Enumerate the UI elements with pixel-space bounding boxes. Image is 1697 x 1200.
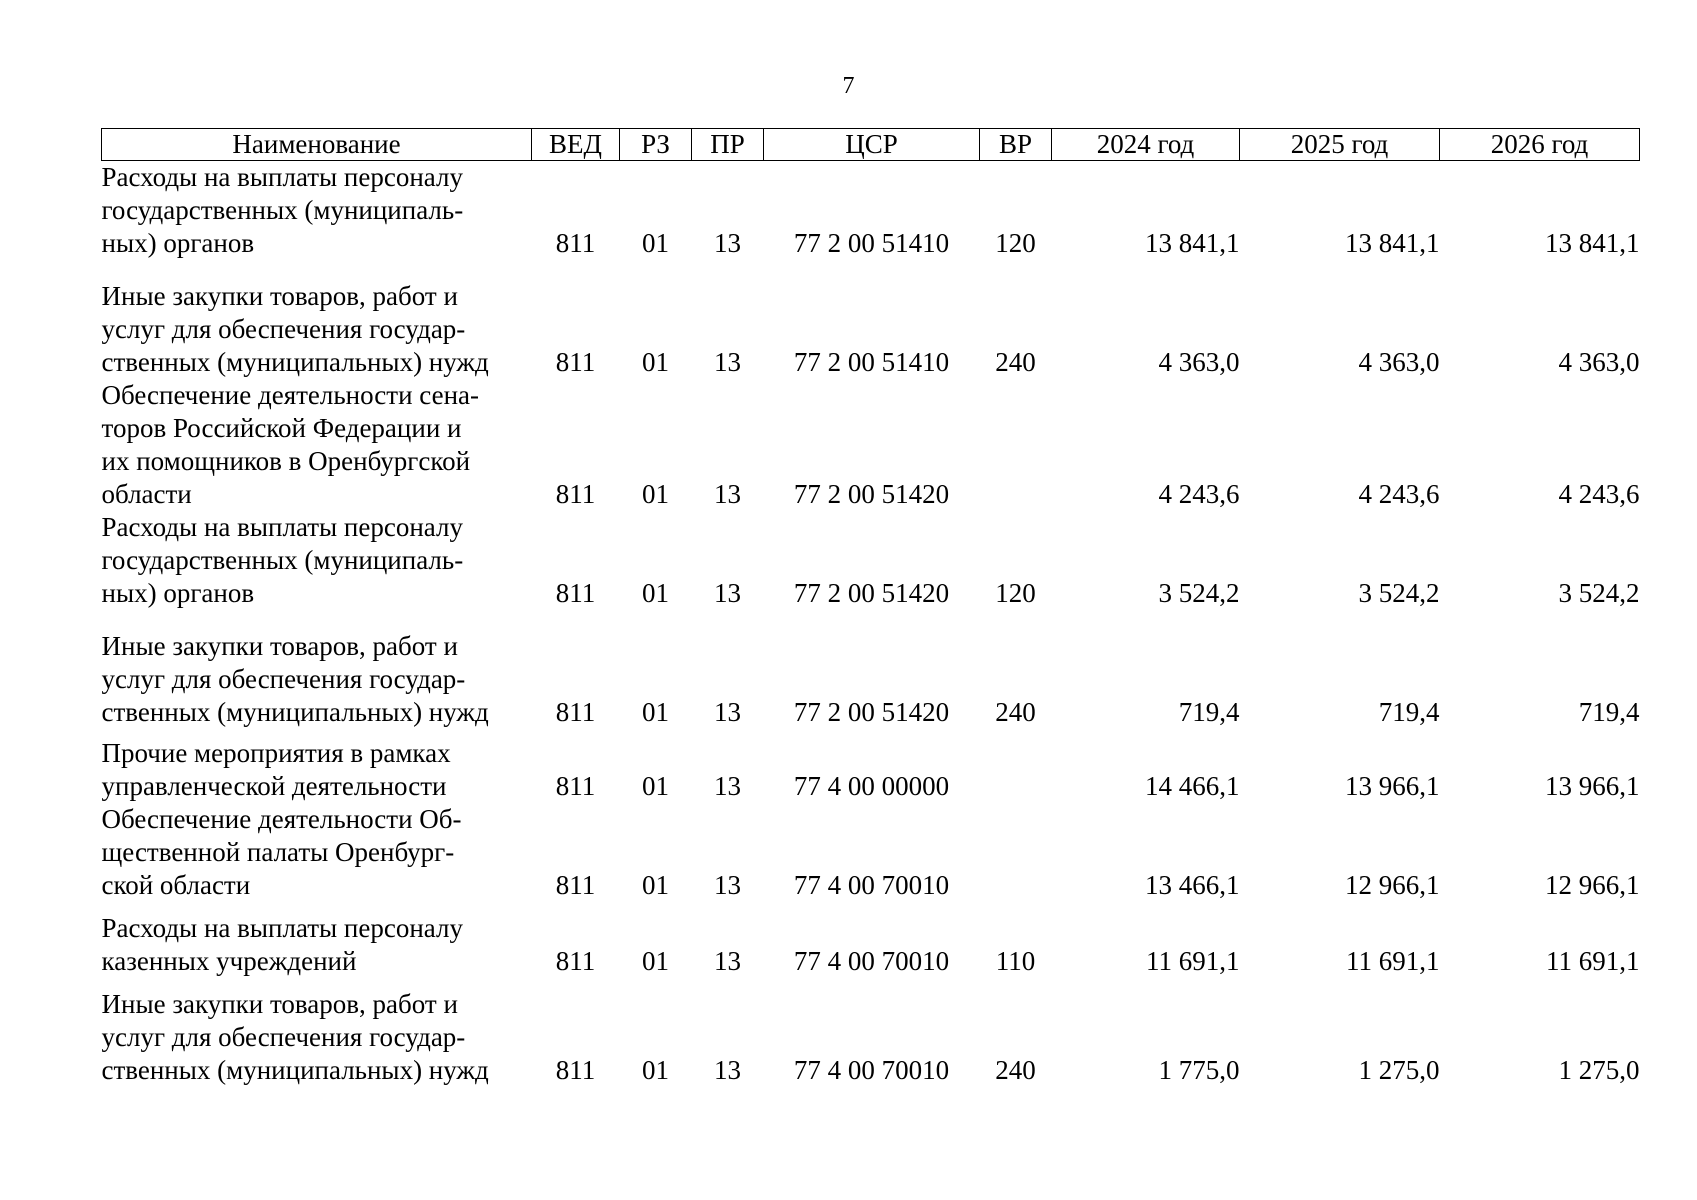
cell-csr: 77 2 00 51420 bbox=[793, 479, 950, 509]
budget-table bbox=[101, 128, 1640, 1087]
cell-vr bbox=[980, 379, 1052, 511]
name-line: Расходы на выплаты персоналу bbox=[101, 512, 463, 542]
cell-pr: 13 bbox=[714, 228, 741, 258]
cell-vr: 110 bbox=[995, 946, 1036, 976]
cell-rz: 01 bbox=[642, 697, 669, 727]
cell-ved: 811 bbox=[555, 870, 596, 900]
cell-rz: 01 bbox=[642, 870, 669, 900]
cell-vr bbox=[980, 729, 1052, 803]
cell-vr: 240 bbox=[995, 697, 1036, 727]
name-line: ской области bbox=[101, 870, 251, 900]
cell-ved: 811 bbox=[555, 479, 596, 509]
cell-ved: 811 bbox=[555, 771, 596, 801]
cell-ved: 811 bbox=[555, 578, 596, 608]
cell-rz: 01 bbox=[642, 946, 669, 976]
name-line: государственных (муниципаль- bbox=[101, 195, 464, 225]
cell-ved: 811 bbox=[555, 697, 596, 727]
table-body bbox=[102, 161, 1640, 1088]
header-csr: ЦСР bbox=[764, 129, 980, 161]
cell-2024: 719,4 bbox=[1178, 697, 1240, 727]
header-vr: ВР bbox=[980, 129, 1052, 161]
cell-2025: 11 691,1 bbox=[1346, 946, 1440, 976]
cell-name bbox=[102, 729, 532, 803]
cell-2026: 719,4 bbox=[1578, 697, 1640, 727]
cell-vr: 120 bbox=[995, 228, 1036, 258]
cell-csr: 77 4 00 00000 bbox=[793, 771, 950, 801]
cell-2024: 13 841,1 bbox=[1145, 228, 1240, 258]
cell-name bbox=[102, 902, 532, 978]
cell-pr: 13 bbox=[714, 479, 741, 509]
name-line: области bbox=[101, 479, 192, 509]
name-line: Прочие мероприятия в рамках bbox=[101, 738, 451, 768]
name-line: Расходы на выплаты персоналу bbox=[101, 913, 463, 943]
cell-ved: 811 bbox=[555, 946, 596, 976]
table-row bbox=[102, 161, 1640, 261]
name-line: услуг для обеспечения государ- bbox=[101, 314, 466, 344]
cell-rz: 01 bbox=[642, 1055, 669, 1085]
header-name: Наименование bbox=[102, 129, 532, 161]
cell-2025: 719,4 bbox=[1378, 697, 1440, 727]
cell-ved: 811 bbox=[555, 1055, 596, 1085]
header-ved: ВЕД bbox=[532, 129, 620, 161]
cell-csr: 77 4 00 70010 bbox=[793, 870, 950, 900]
cell-pr: 13 bbox=[714, 697, 741, 727]
table-row bbox=[102, 902, 1640, 978]
name-line: казенных учреждений bbox=[101, 946, 357, 976]
cell-rz: 01 bbox=[642, 228, 669, 258]
cell-2026: 11 691,1 bbox=[1546, 946, 1640, 976]
cell-2025: 12 966,1 bbox=[1345, 870, 1440, 900]
name-line: ных) органов bbox=[101, 578, 255, 608]
name-line: их помощников в Оренбургской bbox=[101, 446, 471, 476]
cell-name bbox=[102, 803, 532, 902]
cell-vr bbox=[980, 803, 1052, 902]
cell-ved: 811 bbox=[555, 347, 596, 377]
cell-2025: 4 363,0 bbox=[1358, 347, 1440, 377]
name-line: щественной палаты Оренбург- bbox=[101, 837, 455, 867]
cell-2025: 13 966,1 bbox=[1345, 771, 1440, 801]
page-number: 7 bbox=[842, 73, 855, 99]
name-line: управленческой деятельности bbox=[101, 771, 447, 801]
cell-2024: 11 691,1 bbox=[1146, 946, 1240, 976]
cell-pr: 13 bbox=[714, 578, 741, 608]
cell-csr: 77 2 00 51420 bbox=[793, 697, 950, 727]
table-header-row bbox=[102, 129, 1640, 161]
table-row bbox=[102, 610, 1640, 729]
cell-csr: 77 4 00 70010 bbox=[793, 1055, 950, 1085]
cell-pr: 13 bbox=[714, 870, 741, 900]
name-line: ственных (муниципальных) нужд bbox=[101, 697, 489, 727]
cell-2026: 13 966,1 bbox=[1545, 771, 1640, 801]
cell-2026: 4 243,6 bbox=[1558, 479, 1640, 509]
cell-csr: 77 4 00 70010 bbox=[793, 946, 950, 976]
header-pr: ПР bbox=[692, 129, 764, 161]
cell-2026: 1 275,0 bbox=[1558, 1055, 1640, 1085]
cell-rz: 01 bbox=[642, 479, 669, 509]
cell-2026: 13 841,1 bbox=[1545, 228, 1640, 258]
cell-csr: 77 2 00 51410 bbox=[793, 228, 950, 258]
cell-csr: 77 2 00 51420 bbox=[793, 578, 950, 608]
cell-name bbox=[102, 379, 532, 511]
name-line: торов Российской Федерации и bbox=[101, 413, 462, 443]
cell-vr: 240 bbox=[995, 1055, 1036, 1085]
header-2026: 2026 год bbox=[1440, 129, 1640, 161]
cell-2024: 4 243,6 bbox=[1158, 479, 1240, 509]
name-line: ных) органов bbox=[101, 228, 255, 258]
name-line: Расходы на выплаты персоналу bbox=[101, 162, 463, 192]
cell-2024: 13 466,1 bbox=[1145, 870, 1240, 900]
cell-name bbox=[102, 161, 532, 261]
cell-2026: 3 524,2 bbox=[1558, 578, 1640, 608]
table-row bbox=[102, 379, 1640, 511]
header-rz: РЗ bbox=[620, 129, 692, 161]
cell-pr: 13 bbox=[714, 771, 741, 801]
cell-2025: 1 275,0 bbox=[1358, 1055, 1440, 1085]
cell-pr: 13 bbox=[714, 347, 741, 377]
cell-2025: 13 841,1 bbox=[1345, 228, 1440, 258]
cell-2026: 12 966,1 bbox=[1545, 870, 1640, 900]
cell-rz: 01 bbox=[642, 578, 669, 608]
cell-vr: 120 bbox=[995, 578, 1036, 608]
cell-pr: 13 bbox=[714, 946, 741, 976]
name-line: услуг для обеспечения государ- bbox=[101, 664, 466, 694]
cell-2025: 4 243,6 bbox=[1358, 479, 1440, 509]
cell-ved: 811 bbox=[555, 228, 596, 258]
table-row bbox=[102, 978, 1640, 1087]
cell-name bbox=[102, 511, 532, 610]
cell-2024: 4 363,0 bbox=[1158, 347, 1240, 377]
table-row bbox=[102, 729, 1640, 803]
cell-rz: 01 bbox=[642, 347, 669, 377]
cell-2024: 1 775,0 bbox=[1158, 1055, 1240, 1085]
cell-2024: 3 524,2 bbox=[1158, 578, 1240, 608]
cell-2025: 3 524,2 bbox=[1358, 578, 1440, 608]
cell-vr: 240 bbox=[995, 347, 1036, 377]
name-line: государственных (муниципаль- bbox=[101, 545, 464, 575]
cell-name bbox=[102, 260, 532, 379]
name-line: Иные закупки товаров, работ и bbox=[101, 631, 458, 661]
cell-2024: 14 466,1 bbox=[1145, 771, 1240, 801]
header-2025: 2025 год bbox=[1240, 129, 1440, 161]
cell-name bbox=[102, 610, 532, 729]
table-row bbox=[102, 511, 1640, 610]
name-line: Обеспечение деятельности Об- bbox=[101, 804, 462, 834]
name-line: Иные закупки товаров, работ и bbox=[101, 989, 458, 1019]
table-row bbox=[102, 803, 1640, 902]
header-2024: 2024 год bbox=[1052, 129, 1240, 161]
cell-rz: 01 bbox=[642, 771, 669, 801]
name-line: услуг для обеспечения государ- bbox=[101, 1022, 466, 1052]
cell-csr: 77 2 00 51410 bbox=[793, 347, 950, 377]
name-line: Обеспечение деятельности сена- bbox=[101, 380, 480, 410]
name-line: Иные закупки товаров, работ и bbox=[101, 281, 458, 311]
name-line: ственных (муниципальных) нужд bbox=[101, 347, 489, 377]
cell-name bbox=[102, 978, 532, 1087]
name-line: ственных (муниципальных) нужд bbox=[101, 1055, 489, 1085]
cell-pr: 13 bbox=[714, 1055, 741, 1085]
cell-2026: 4 363,0 bbox=[1558, 347, 1640, 377]
table-row bbox=[102, 260, 1640, 379]
